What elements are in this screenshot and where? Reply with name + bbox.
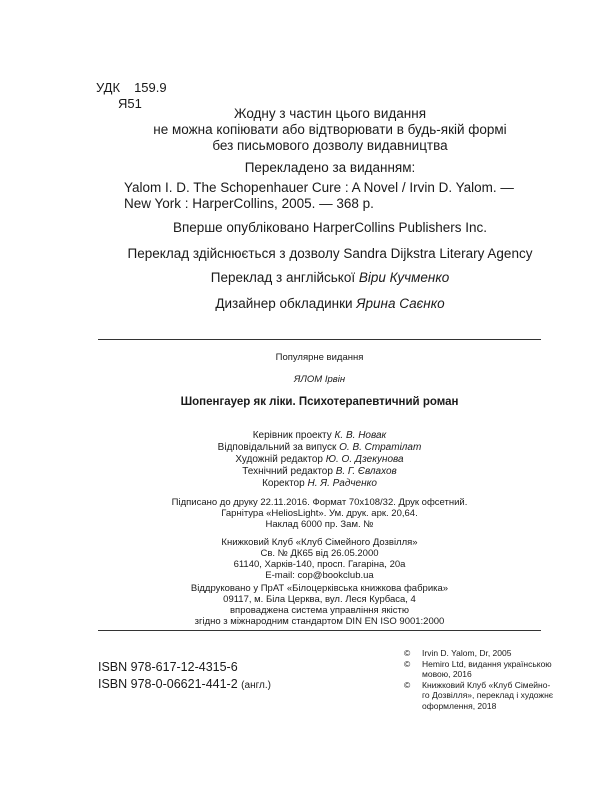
copyright-block xyxy=(404,648,584,711)
translator xyxy=(60,270,600,286)
designer-name: Ярина Саєнко xyxy=(356,296,445,311)
publisher-line: 61140, Харків-140, просп. Гагаріна, 20а xyxy=(233,559,406,570)
copyright-entry xyxy=(404,648,584,659)
publisher-line: E-mail: cop@bookclub.ua xyxy=(265,570,374,581)
udk-row xyxy=(96,80,167,95)
translated-from: Перекладено за виданням: xyxy=(244,160,416,175)
copyright-line: мовою, 2016 xyxy=(422,669,472,679)
copyright-line: го Дозвілля», переклад і художнє xyxy=(422,690,554,700)
isbn-note: (англ.) xyxy=(241,680,271,691)
staff-name: Ю. О. Дзекунова xyxy=(325,454,404,465)
copyright-icon: © xyxy=(404,658,411,669)
staff-name: К. В. Новак xyxy=(334,430,387,441)
copyright-line: оформлення, 2018 xyxy=(422,700,497,711)
udk-number: 159.9 xyxy=(134,80,167,95)
copyright-icon: © xyxy=(404,648,411,658)
staff-row xyxy=(98,478,541,490)
colophon-title: Шопенгауер як ліки. Психотерапевтичний роман xyxy=(180,396,459,408)
divider-top xyxy=(98,339,541,340)
copyright-line: Книжковий Клуб «Клуб Сімейно- xyxy=(422,679,551,690)
copyright-line: Hemiro Ltd, видання українською xyxy=(422,658,552,669)
staff-role: Коректор xyxy=(262,478,305,489)
print-line: Наклад 6000 пр. Зам. № xyxy=(265,519,374,530)
copyright-icon: © xyxy=(404,679,411,690)
original-ref-line-2: New York : HarperCollins, 2005. — 368 р. xyxy=(124,196,374,211)
printer-info xyxy=(98,583,541,627)
colophon-author: ЯЛОМ Ірвін xyxy=(293,374,346,385)
isbn-ukrainian xyxy=(98,660,238,674)
original-ref-line-1: Yalom I. D. The Schopenhauer Cure : A Novel / Irvin D. Yalom. — xyxy=(124,180,514,195)
staff-role: Керівник проекту xyxy=(252,430,332,441)
staff-name: В. Г. Євлахов xyxy=(335,466,397,477)
staff-row xyxy=(98,442,541,454)
staff-role: Відповідальний за випуск xyxy=(217,442,337,453)
printer-line: впроваджена система управління якістю xyxy=(230,605,409,616)
publisher-line: Св. № ДК65 від 26.05.2000 xyxy=(260,548,379,559)
author-code: Я51 xyxy=(118,96,142,111)
print-line: Гарнітура «HeliosLight». Ум. друк. арк. 20,64. xyxy=(221,508,418,519)
publisher-info xyxy=(98,537,541,581)
rights-line-3: без письмового дозволу видавництва xyxy=(212,138,448,153)
permission: Переклад здійснюється з дозволу Sandra Dijkstra Literary Agency xyxy=(127,246,533,261)
designer-prefix: Дизайнер обкладинки xyxy=(215,296,353,311)
divider-bottom xyxy=(98,630,541,631)
edition-type: Популярне видання xyxy=(275,352,364,363)
staff-name: О. В. Стратілат xyxy=(339,442,422,453)
staff-row xyxy=(98,454,541,466)
printer-line: згідно з міжнародним стандартом DIN EN ISO 9001:2000 xyxy=(194,616,445,627)
isbn-number: ISBN 978-0-06621-441-2 xyxy=(98,677,238,691)
staff-list xyxy=(98,430,541,490)
print-line: Підписано до друку 22.11.2016. Формат 70х108/32. Друк офсетний. xyxy=(171,497,468,508)
rights-line-1: Жодну з частин цього видання xyxy=(234,106,426,121)
udk-label: УДК xyxy=(96,80,121,95)
staff-role: Художній редактор xyxy=(235,454,323,465)
copyright-entry xyxy=(404,680,584,712)
staff-row xyxy=(98,466,541,478)
translator-name: Віри Кучменко xyxy=(358,270,450,285)
isbn-number: ISBN 978-617-12-4315-6 xyxy=(98,660,238,674)
staff-row xyxy=(98,430,541,442)
isbn-english xyxy=(98,677,271,691)
staff-role: Технічний редактор xyxy=(242,466,333,477)
copyright-line: Irvin D. Yalom, Dr, 2005 xyxy=(422,648,512,658)
cover-designer xyxy=(60,296,600,312)
first-published: Вперше опубліковано HarperCollins Publishers Inc. xyxy=(172,220,488,235)
printer-line: Віддруковано у ПрАТ «Білоцерківська книжкова фабрика» xyxy=(190,583,449,594)
rights-line-2: не можна копіювати або відтворювати в будь-якій формі xyxy=(153,122,507,137)
publisher-line: Книжковий Клуб «Клуб Сімейного Дозвілля» xyxy=(221,537,418,548)
print-info xyxy=(98,497,541,530)
printer-line: 09117, м. Біла Церква, вул. Леся Курбаса, 4 xyxy=(223,594,416,605)
translator-prefix: Переклад з англійської xyxy=(210,270,356,285)
copyright-entry xyxy=(404,659,584,680)
staff-name: Н. Я. Радченко xyxy=(307,478,377,489)
